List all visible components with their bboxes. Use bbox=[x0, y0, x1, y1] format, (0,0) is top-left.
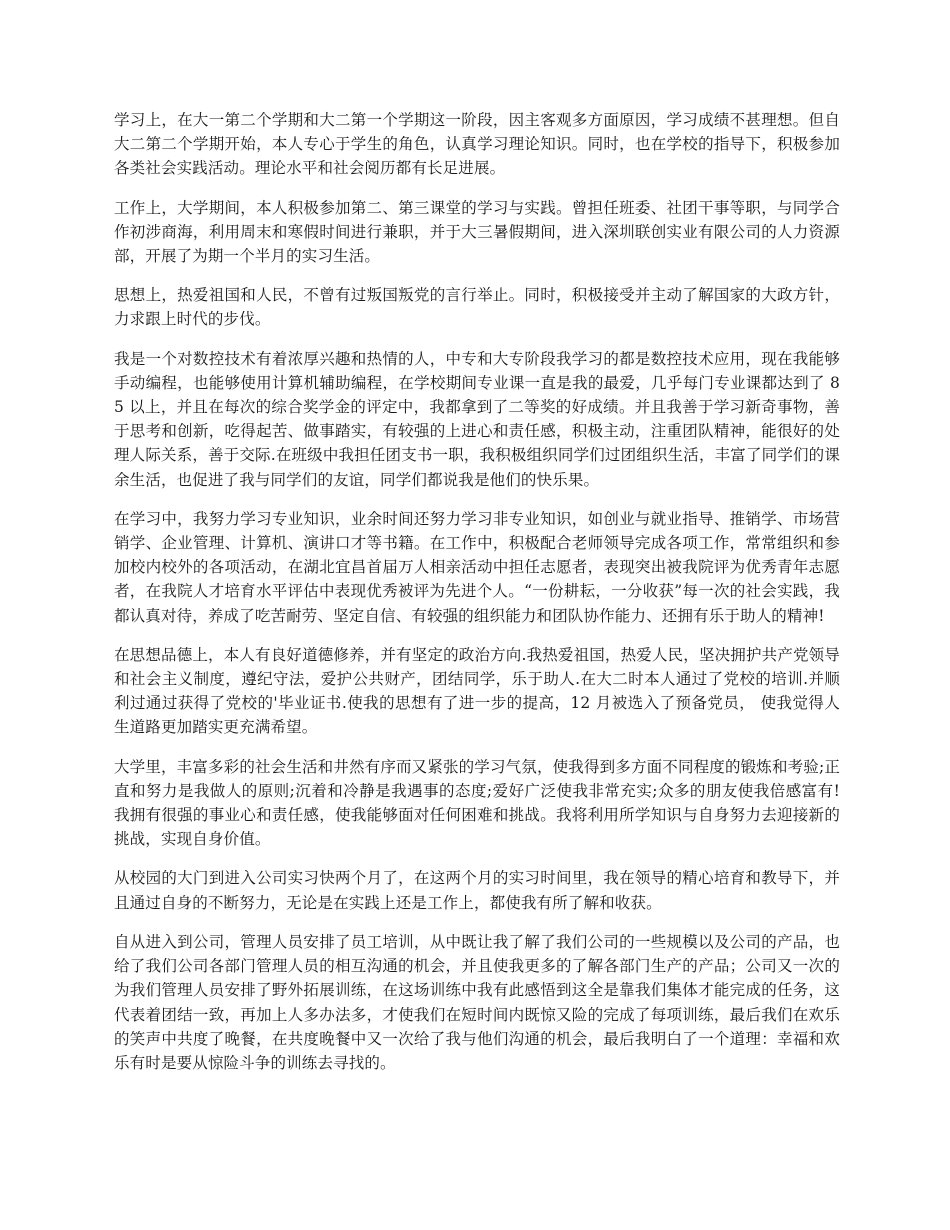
paragraph-work: 工作上，大学期间，本人积极参加第二、第三课堂的学习与实践。曾担任班委、社团干事等职，与同学合作初涉商海，利用周末和寒假时间进行兼职，并于大三暑假期间，进入深圳联创实业有限公司的人力资源部，开展了为期一个半月的实习生活。 bbox=[114, 198, 840, 266]
document-body bbox=[114, 108, 840, 1090]
paragraph-moral: 在思想品德上，本人有良好道德修养，并有坚定的政治方向.我热爱祖国，热爱人民，坚决拥护共产党领导和社会主义制度，遵纪守法，爱护公共财产，团结同学，乐于助人.在大二时本人通过了党校的培训.并顺利过通过获得了党校的'毕业证书.使我的思想有了进一步的提高，12 月被选入了预备党员， 使我觉得人生道路更加踏实更充满希望。 bbox=[114, 645, 840, 737]
paragraph-study: 学习上，在大一第二个学期和大二第一个学期这一阶段，因主客观多方面原因，学习成绩不甚理想。但自大二第二个学期开始，本人专心于学生的角色，认真学习理论知识。同时，也在学校的指导下，积极参加各类社会实践活动。理论水平和社会阅历都有长足进展。 bbox=[114, 111, 840, 178]
paragraph-university-life: 大学里，丰富多彩的社会生活和井然有序而又紧张的学习气氛，使我得到多方面不同程度的锻炼和考验;正直和努力是我做人的原则;沉着和冷静是我遇事的态度;爱好广泛使我非常充实;众多的朋友使我倍感富有!我拥有很强的事业心和责任感，使我能够面对任何困难和挑战。我将利用所学知识与自身努力去迎接新的挑战，实现自身价值。 bbox=[114, 757, 840, 849]
paragraph-company-training: 自从进入到公司，管理人员安排了员工培训，从中既让我了解了我们公司的一些规模以及公司的产品，也给了我们公司各部门管理人员的相互沟通的机会，并且使我更多的了解各部门生产的产品；公司又一次的为我们管理人员安排了野外拓展训练，在这场训练中我有此感悟到这全是靠我们集体才能完成的任务，这代表着团结一致，再加上人多办法多，才使我们在短时间内既惊又险的完成了每项训练，最后我们在欢乐的笑声中共度了晚餐，在共度晚餐中又一次给了我与他们沟通的机会，最后我明白了一个道理：幸福和欢乐有时是要从惊险斗争的训练去寻找的。 bbox=[114, 932, 840, 1072]
paragraph-learning: 在学习中，我努力学习专业知识，业余时间还努力学习非专业知识，如创业与就业指导、推销学、市场营销学、企业管理、计算机、演讲口才等书籍。在工作中，积极配合老师领导完成各项工作，常常组织和参加校内校外的各项活动，在湖北宜昌首届万人相亲活动中担任志愿者，表现突出被我院评为优秀青年志愿者，在我院人才培育水平评估中表现优秀被评为先进个人。“一份耕耘，一分收获”每一次的社会实践，我都认真对待，养成了吃苦耐劳、坚定自信、有较强的组织能力和团队协作能力、还拥有乐于助人的精神! bbox=[114, 509, 840, 625]
paragraph-thought: 思想上，热爱祖国和人民，不曾有过叛国叛党的言行举止。同时，积极接受并主动了解国家的大政方针，力求跟上时代的步伐。 bbox=[114, 286, 840, 329]
paragraph-internship: 从校园的大门到进入公司实习快两个月了，在这两个月的实习时间里，我在领导的精心培育和教导下，并且通过自身的不断努力，无论是在实践上还是工作上，都使我有所了解和收获。 bbox=[114, 869, 840, 912]
paragraph-cnc-interest: 我是一个对数控技术有着浓厚兴趣和热情的人，中专和大专阶段我学习的都是数控技术应用，现在我能够手动编程，也能够使用计算机辅助编程，在学校期间专业课一直是我的最爱，几乎每门专业课都达到了 85 以上，并且在每次的综合奖学金的评定中，我都拿到了二等奖的好成绩。并且我善于学习新奇事物，善于思考和创新，吃得起苦、做事踏实，有较强的上进心和责任感，积极主动，注重团队精神，能很好的处理人际关系，善于交际.在班级中我担任团支书一职，我积极组织同学们过团组织生活，丰富了同学们的课余生活，也促进了我与同学们的友谊，同学们都说我是他们的快乐果。 bbox=[114, 349, 840, 489]
